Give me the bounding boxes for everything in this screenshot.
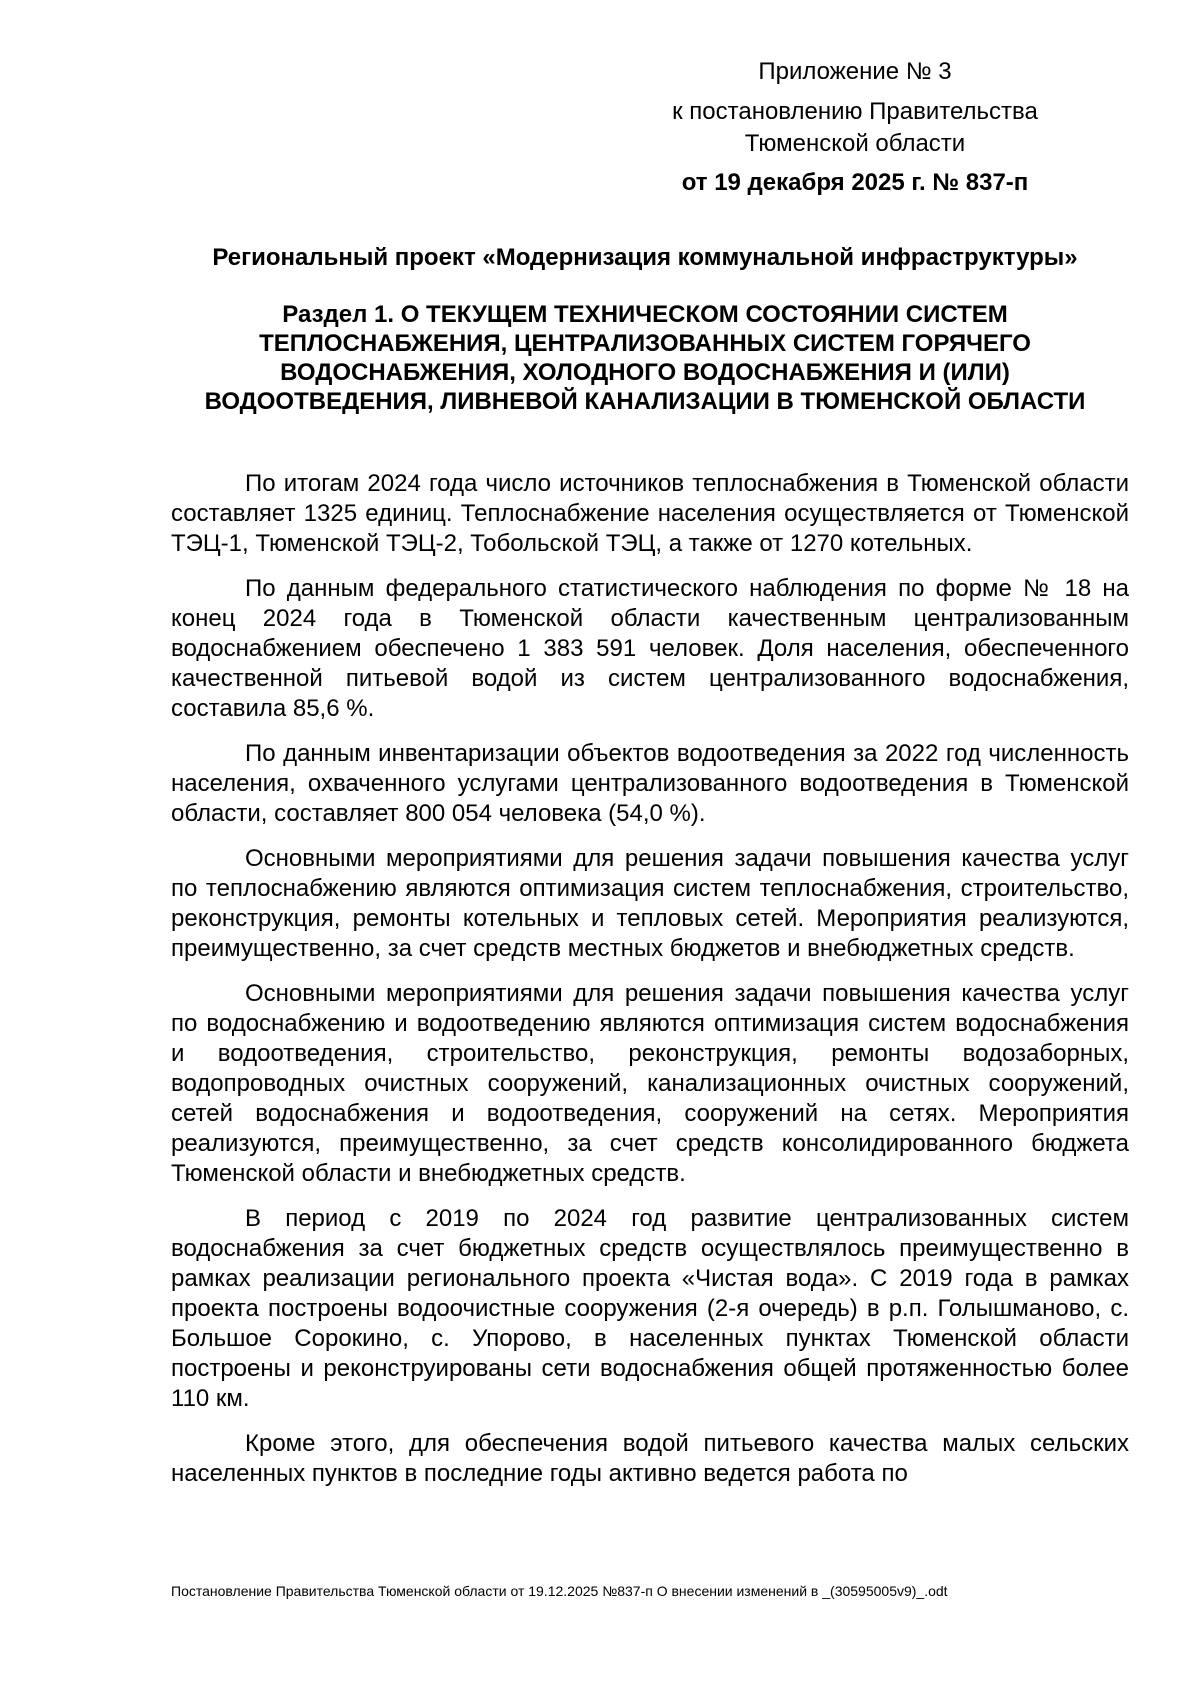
document-header <box>620 56 1090 199</box>
appendix-number: Приложение № 3 <box>758 58 952 85</box>
paragraph-wastewater-inventory: По данным инвентаризации объектов водоотведения за 2022 год численность населения, охваченного услугами централизованного водоотведения в Тюменской области, составляет 800 054 человека (54,0 %). <box>171 740 1129 827</box>
resolution-reference-line2: Тюменской области <box>744 130 966 157</box>
section-title-line: ТЕПЛОСНАБЖЕНИЯ, ЦЕНТРАЛИЗОВАННЫХ СИСТЕМ ГОРЯЧЕГО <box>259 330 1031 357</box>
paragraph-heat-supply-measures: Основными мероприятиями для решения задачи повышения качества услуг по теплоснабжению являются оптимизация систем теплоснабжения, строительство, реконструкция, ремонты котельных и тепловых сетей. Мероприятия реализуются, преимущественно, за счет средств местных бюджетов и внебюджетных средств. <box>171 845 1129 962</box>
section-title-line: ВОДООТВЕДЕНИЯ, ЛИВНЕВОЙ КАНАЛИЗАЦИИ В ТЮМЕНСКОЙ ОБЛАСТИ <box>204 388 1086 415</box>
paragraph-clean-water-project: В период с 2019 по 2024 год развитие централизованных систем водоснабжения за счет бюджетных средств осуществлялось преимущественно в рамках реализации регионального проекта «Чистая вода». С 2019 года в рамках проекта построены водоочистные сооружения (2-я очередь) в р.п. Голышманово, с. Большое Сорокино, с. Упорово, в населенных пунктах Тюменской области построены и реконструированы сети водоснабжения общей протяженностью более 110 км. <box>171 1205 1129 1412</box>
paragraph-heat-supply-sources: По итогам 2024 года число источников теплоснабжения в Тюменской области составляет 1325 единиц. Теплоснабжение населения осуществляется от Тюменской ТЭЦ-1, Тюменской ТЭЦ-2, Тобольской ТЭЦ, а также от 1270 котельных. <box>171 470 1129 557</box>
paragraph-rural-settlements: Кроме этого, для обеспечения водой питьевого качества малых сельских населенных пунктов в последние годы активно ведется работа по <box>171 1430 1129 1487</box>
section-title-line: Раздел 1. О ТЕКУЩЕМ ТЕХНИЧЕСКОМ СОСТОЯНИИ СИСТЕМ <box>282 301 1008 328</box>
page-footer: Постановление Правительства Тюменской области от 19.12.2025 №837-п О внесении изменений в _(30595005v9)_.odt <box>171 1583 948 1599</box>
paragraph-water-supply-statistics: По данным федерального статистического наблюдения по форме № 18 на конец 2024 года в Тюменской области качественным централизованным водоснабжением обеспечено 1 383 591 человек. Доля населения, обеспеченного качественной питьевой водой из систем централизованного водоснабжения, составила 85,6 %. <box>171 575 1129 722</box>
document-body <box>171 469 1129 1504</box>
section-title-line: ВОДОСНАБЖЕНИЯ, ХОЛОДНОГО ВОДОСНАБЖЕНИЯ И (ИЛИ) <box>280 359 1010 386</box>
resolution-reference-line1: к постановлению Правительства <box>672 98 1038 125</box>
project-title: Региональный проект «Модернизация коммунальной инфраструктуры» <box>212 244 1078 271</box>
resolution-date-number: от 19 декабря 2025 г. № 837-п <box>681 169 1029 196</box>
section-title <box>160 300 1130 416</box>
paragraph-water-measures: Основными мероприятиями для решения задачи повышения качества услуг по водоснабжению и водоотведению являются оптимизация систем водоснабжения и водоотведения, строительство, реконструкция, ремонты водозаборных, водопроводных очистных сооружений, канализационных очистных сооружений, сетей водоснабжения и водоотведения, сооружений на сетях. Мероприятия реализуются, преимущественно, за счет средств консолидированного бюджета Тюменской области и внебюджетных средств. <box>171 980 1129 1187</box>
